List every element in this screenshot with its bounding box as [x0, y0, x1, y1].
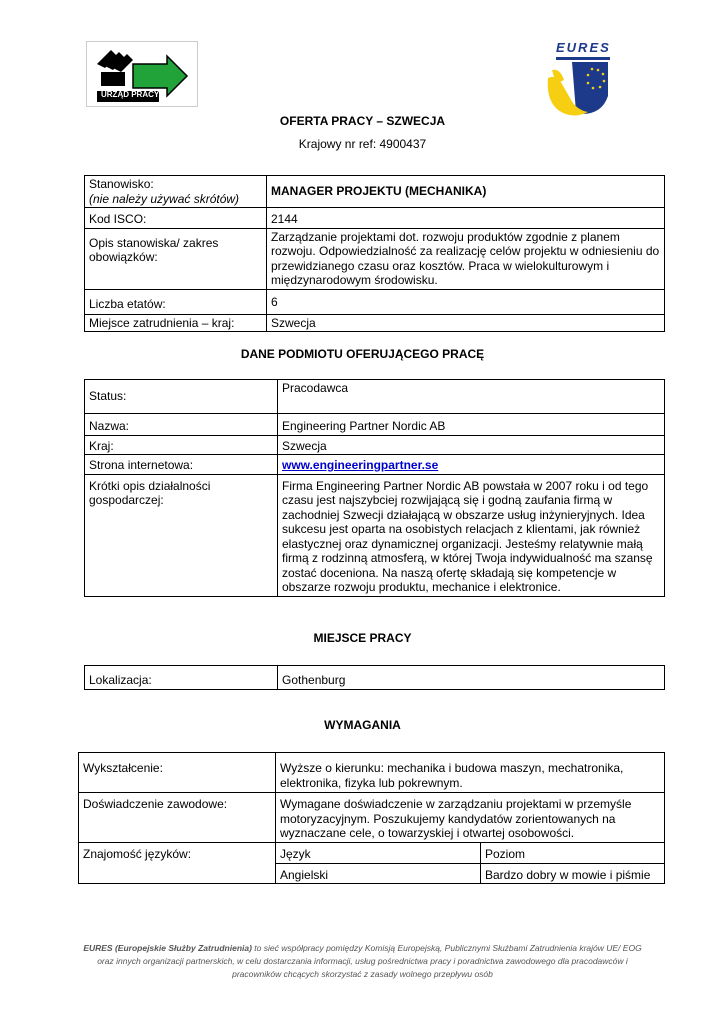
- experience-label: Doświadczenie zawodowe:: [79, 793, 276, 843]
- isco-label: Kod ISCO:: [85, 208, 267, 229]
- about-value: Firma Engineering Partner Nordic AB powstała w 2007 roku i od tego czasu jest najszybciej rozwijającą się i godną zaufania firmą w zachodniej Szwecji działającą w obszarze usług inżynieryjnych. Idea sukcesu jest oparta na osobistych relacjach z klientami, jak również elastycznej oraz dynamicznej organizacji. Jesteśmy relatywnie małą firmą z rodzinną atmosferą, w której Twoja indywidualność ma szansę zostać doceniona. Na naszą ofertę składają się kompetencje w obszarze rozwoju produktu, mechanice i elektronice.: [278, 474, 665, 596]
- table-row: [79, 753, 665, 793]
- website-link[interactable]: www.engineeringpartner.se: [282, 458, 439, 472]
- count-value: 6: [267, 289, 665, 314]
- table-row: [85, 176, 665, 208]
- footer: [60, 942, 665, 981]
- footer-line-1: [60, 942, 665, 955]
- urzad-pracy-logo: [86, 41, 198, 107]
- position-value: MANAGER PROJEKTU (MECHANIKA): [271, 184, 487, 199]
- table-row: [85, 208, 665, 229]
- language-header: Język: [276, 842, 481, 863]
- position-label-cell: [85, 176, 267, 208]
- table-row: [85, 289, 665, 314]
- table-row: [85, 414, 665, 436]
- place-value: Szwecja: [267, 314, 665, 332]
- table-row: [85, 435, 665, 455]
- place-label: Miejsce zatrudnienia – kraj:: [85, 314, 267, 332]
- reference-number: Krajowy nr ref: 4900437: [298, 137, 427, 151]
- experience-value: Wymagane doświadczenie w zarządzaniu projektami w przemyśle motoryzacyjnym. Poszukujemy kandydatów zorientowanych na wyznaczane cele, o towarzyskiej i otwartej osobowości.: [276, 793, 665, 843]
- requirements-section-title: WYMAGANIA: [324, 718, 401, 732]
- job-table: [84, 175, 665, 332]
- languages-label: Znajomość języków:: [79, 842, 276, 884]
- urzad-pracy-logo-text: URZĄD PRACY: [101, 90, 160, 99]
- description-label: Opis stanowiska/ zakres obowiązków:: [85, 228, 267, 289]
- education-label: Wykształcenie:: [79, 753, 276, 793]
- country-label: Kraj:: [85, 435, 278, 455]
- language-value: Angielski: [276, 863, 481, 884]
- table-row: [85, 314, 665, 332]
- position-label: Stanowisko:: [89, 177, 154, 191]
- footer-line-2: oraz innych organizacji partnerskich, w celu dostarczania informacji, usług pośrednictwa pracy i poradnictwa zawodowego dla pracodawców i: [97, 956, 628, 966]
- workplace-section-title: MIEJSCE PRACY: [313, 631, 412, 645]
- table-row: [79, 793, 665, 843]
- eures-logo-text: EURES: [556, 40, 611, 55]
- isco-value: 2144: [267, 208, 665, 229]
- location-value: Gothenburg: [278, 666, 665, 690]
- position-note: (nie należy używać skrótów): [89, 191, 240, 206]
- table-row: [85, 228, 665, 289]
- about-label: Krótki opis działalności gospodarczej:: [85, 474, 278, 596]
- count-label: Liczba etatów:: [85, 289, 267, 314]
- footer-line-3: pracowników chcących skorzystać z zasady wolnego przepływu osób: [232, 969, 493, 979]
- table-row: [85, 455, 665, 475]
- name-label: Nazwa:: [85, 414, 278, 436]
- website-value-cell: [278, 455, 665, 475]
- table-row: [85, 380, 665, 414]
- name-value: Engineering Partner Nordic AB: [278, 414, 665, 436]
- footer-eures-name: EURES (Europejskie Służby Zatrudnienia): [83, 943, 252, 953]
- table-row: [79, 842, 665, 863]
- description-value: Zarządzanie projektami dot. rozwoju produktów zgodnie z planem rozwoju. Odpowiedzialność za realizację celów projektu w odniesieniu do przewidzianego czasu oraz kosztów. Praca w wielokulturowym i międzynarodowym środowisku.: [267, 228, 665, 289]
- employer-table: [84, 379, 665, 597]
- status-value: Pracodawca: [278, 380, 665, 414]
- table-row: [85, 666, 665, 690]
- level-value: Bardzo dobry w mowie i piśmie: [481, 863, 665, 884]
- website-label: Strona internetowa:: [85, 455, 278, 475]
- education-value: Wyższe o kierunku: mechanika i budowa maszyn, mechatronika, elektronika, fizyka lub pokrewnym.: [276, 753, 665, 793]
- level-header: Poziom: [481, 842, 665, 863]
- workplace-table: [84, 665, 665, 690]
- location-label: Lokalizacja:: [85, 666, 278, 690]
- footer-line-1-rest: to sieć współpracy pomiędzy Komisją Europejską, Publicznymi Służbami Zatrudnienia krajów UE/ EOG: [251, 943, 642, 953]
- eures-logo: [542, 40, 614, 118]
- page-title: OFERTA PRACY – SZWECJA: [279, 114, 446, 128]
- employer-section-title: DANE PODMIOTU OFERUJĄCEGO PRACĘ: [240, 347, 485, 361]
- position-value-cell: [267, 176, 665, 208]
- requirements-table: [78, 752, 665, 884]
- eures-logo-graphic: [542, 40, 614, 118]
- status-label: Status:: [85, 380, 278, 414]
- country-value: Szwecja: [278, 435, 665, 455]
- table-row: [85, 474, 665, 596]
